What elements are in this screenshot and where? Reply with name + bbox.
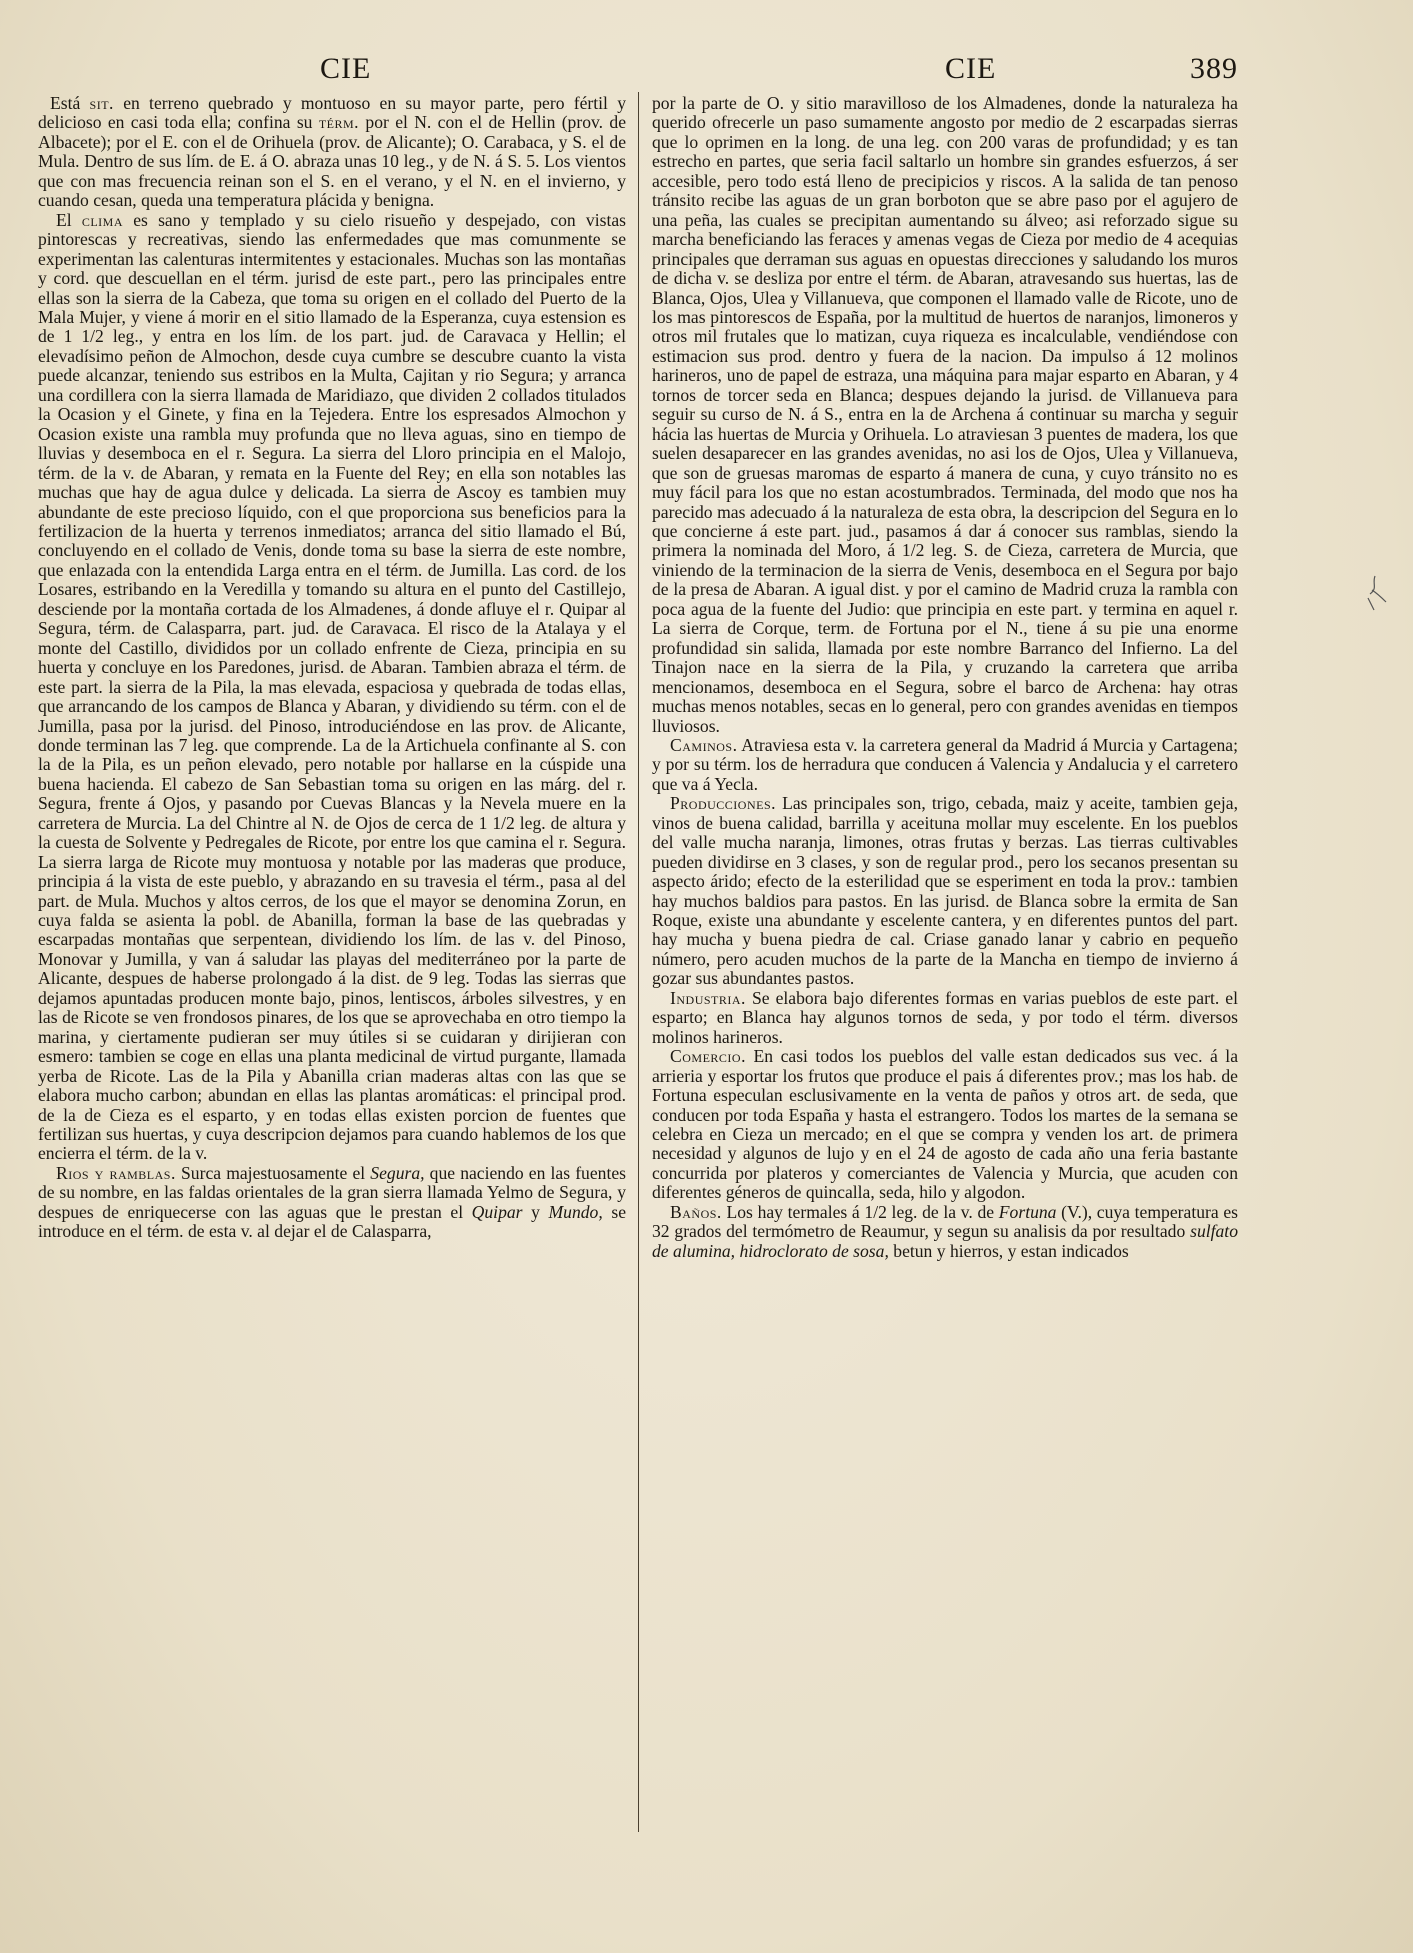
italic-term: Segura, [370,1162,425,1183]
text-run: Los hay termales á 1/2 leg. de la v. de [726,1201,995,1222]
text-run: que naciendo en las fuentes de su nombre, en las faldas orientales de la gran sierra llamada Yelmo de Segura, y despues de enriquecerse con las aguas que le prestan el [38,1162,626,1222]
running-header [40,52,1373,92]
paragraph-caminos [652,736,1238,794]
paragraph-rivers [38,1164,626,1242]
paragraph-rivers-continued: por la parte de O. y sitio maravilloso de los Almadenes, donde la naturaleza ha querido ofrecerle un paso sumamente angosto por medio de 2 escarpadas sierras que lo oprimen en la long. de una leg. con 200 varas de profundidad; y es tan estrecho en partes, que seria facil saltarlo un hombre sin grandes esfuerzos, á ser accesible, pero todo está lleno de precipicios y riscos. A la salida de tan penoso tránsito recibe las aguas de un gran borboton que se abre paso por el agujero de una peña, las cuales se precipitan aumentando su álveo; asi reforzado sigue su marcha beneficiando las feraces y amenas vegas de Cieza por medio de 4 acequias principales que derraman sus aguas en opuestas direcciones y saludando los muros de dicha v. se desliza por entre el térm. de Abaran, atravesando sus huertas, las de Blanca, Ojos, Ulea y Villanueva, que componen el llamado valle de Ricote, uno de los mas pintorescos de España, por la multitud de huertos de naranjos, limoneros y otros mil frutales que lo matizan, cuya riqueza es incalculable, vendiéndose con estimacion sus prod. dentro y fuera de la nacion. Da impulso á 12 molinos harineros, uno de papel de estraza, una máquina para majar esparto en Abaran, y 4 tornos de torcer seda en Blanca; despues dejando la jurisd. de Villanueva para seguir su curso de N. á S., entra en la de Archena á continuar su marcha y seguir hácia las huertas de Murcia y Orihuela. Lo atraviesan 3 puentes de madera, los que suelen desaparecer en las grandes avenidas, no asi los de Ojos, Ulea y Villanueva, que son de gruesas maromas de esparto á manera de cuna, y cuyo tránsito no es muy fácil para los que no estan acostumbrados. Terminada, del modo que nos ha parecido mas adecuado á la naturaleza de esta obra, la descripcion del Segura en lo que concierne á este part. jud., pasamos á dar á conocer sus ramblas, siendo la primera la nominada del Moro, á 1/2 leg. S. de Cieza, carretera de Murcia, que viniendo de la terminacion de la sierra de Venis, desemboca en el Segura por bajo de la presa de Abaran. A igual dist. y por el camino de Madrid cruza la rambla con poca agua de la fuente del Judio: que principia en este part. y termina en aquel r. La sierra de Corque, term. de Fortuna por el N., tiene á su pie una enorme profundidad sin salida, llamada por este nombre Barranco del Infierno. La del Tinajon nace en la sierra de la Pila, y cruzando la carretera que arriba mencionamos, desemboca en el Segura, sobre el barco de Archena: hay otras muchas menos notables, secas en lo general, pero con grandes avenidas en tiempos lluviosos. [652,93,1238,736]
text-run: en terreno quebrado y montuoso en su mayor parte, pero fértil y delicioso en casi toda ella; confina su [38,93,626,133]
section-marker-term: térm. [318,112,360,133]
text-run: Se elabora bajo diferentes formas en varias pueblos de este part. el esparto; en Blanca hay algunos tornos de seda, y por todo el térm. diversos molinos harineros. [652,987,1238,1047]
text-run: por el N. con el de Hellin (prov. de Albacete); por el E. con el de Orihuela (prov. de Alicante); O. Carabaca, y S. el de Mula. Dentro de sus lím. de E. á O. abraza unas 10 leg., y de N. á S. 5. Los vientos que con mas frecuencia reinan son el S. en el verano, y el N. en el invierno, y cuando cesan, queda una temperatura plácida y benigna. [38,112,627,211]
text-run: Está [50,93,81,113]
paragraph-situation [38,94,626,211]
section-heading-caminos: Caminos. [670,734,738,755]
right-column [652,94,1238,1261]
italic-term: Fortuna [998,1201,1057,1222]
text-run: Atraviesa esta v. la carretera general da Madrid á Murcia y Cartagena; y por su térm. los de herradura que conducen á Valencia y Andalucia y el carretero que va á Yecla. [652,734,1238,794]
paragraph-industria [652,989,1238,1047]
section-heading-comercio: Comercio. [670,1046,746,1067]
text-run: En casi todos los pueblos del valle estan dedicados sus vec. á la arrieria y esportar los frutos que produce el pais á diferentes prov.; mas los hab. de Fortuna especulan esclusivamente en la venta de paños y otros art. de seda, que conducen por toda España y hasta el estrangero. Todos los martes de la semana se celebra en Cieza un mercado; en el que se compra y venden los art. de primera necesidad y algunos de lujo y en el 24 de agosto de cada año una feria bastante concurrida por plateros y comerciantes de Valencia y Murcia, que acuden con diferentes géneros de quincalla, seda, hilo y algodon. [652,1046,1239,1203]
column-divider [638,92,639,1832]
section-marker-sit: sit. [89,93,114,113]
text-run: (V.), cuya temperatura es 32 grados del termómetro de Reaumur, y segun su analisis da por resultado [652,1201,1239,1242]
paragraph-climate [38,211,626,1164]
section-marker-clima: clima [81,209,124,230]
section-heading-banos: Baños. [670,1201,722,1222]
page-number: 389 [1190,52,1238,85]
paragraph-producciones [652,794,1238,989]
text-run: y [531,1201,540,1222]
italic-term: Mundo, [548,1201,603,1222]
text-run: betun y hierros, y estan indicados [893,1240,1129,1261]
header-left-title: CIE [320,52,372,85]
margin-pencil-mark [1360,572,1390,612]
paragraph-comercio [652,1047,1238,1203]
section-heading-industria: Industria. [670,987,746,1008]
text-run: se introduce en el térm. de esta v. al dejar el de Calasparra, [38,1201,626,1242]
italic-term: sulfato de alumina, hidroclorato de sosa, [652,1221,1238,1261]
header-center-title: CIE [945,52,997,85]
section-heading-rios: Rios y ramblas. [56,1162,176,1183]
paragraph-banos [652,1203,1238,1261]
text-run: es sano y templado y su cielo risueño y despejado, con vistas pintorescas y recreativas, siendo las enfermedades que mas comunmente se experimentan las calenturas intermitentes y estacionales. Muchas son las montañas y cord. que descuellan en el térm. jurisd de este part., pero las principales entre ellas son la sierra de la Cabeza, que toma su origen en el collado del Puerto de la Mala Mujer, y viene á morir en el sitio llamado de la Esperanza, cuya estension es de 1 1/2 leg., y entra en los lím. de los part. jud. de Caravaca y Hellin; el elevadísimo peñon de Almochon, desde cuya cumbre se descubre cuanto la vista puede alcanzar, teniendo sus estribos en la Multa, Cajitan y rio Segura; y arranca una cordillera con la sierra llamada de Maridiazo, que dividen 2 collados titulados la Ocasion y el Ginete, y fina en la Tejedera. Entre los espresados Almochon y Ocasion existe una rambla muy profunda que no lleva aguas, sino en tiempo de lluvias y desemboca en el r. Segura. La sierra del Lloro principia en el Malojo, térm. de la v. de Abaran, y remata en la Fuente del Rey; en ella son notables las muchas que hay de agua dulce y delicada. La sierra de Ascoy es tambien muy abundante de este precioso líquido, con el que proporciona sus beneficios para la fertilizacion de la huerta y terrenos inmediatos; arranca del sitio llamado el Bú, concluyendo en el collado de Venis, donde toma su base la sierra de este nombre, que enlazada con la entendida Larga entra en el térm. de Jumilla. Las cord. de los Losares, estribando en la Veredilla y tomando su altura en el punto del Castillejo, desciende por la montaña cortada de los Almadenes, á donde afluye el r. Quipar al Segura, térm. de Calasparra, part. jud. de Caravaca. El risco de la Atalaya y el monte del Castillo, divididos por un collado enfrente de Cieza, principia en su huerta y concluye en los Paredones, jurisd. de Abaran. Tambien abraza el térm. de este part. la sierra de la Pila, la mas elevada, espaciosa y quebrada de todas ellas, que arrancando de los campos de Blanca y Abaran, y dividiendo su térm. con el de Jumilla, pasa por la jurisd. del Pinoso, introduciéndose en las prov. de Alicante, donde terminan las 7 leg. que comprende. La de la Artichuela confinante al S. con la de la Pila, es un peñon elevado, pero notable por hallarse en la cúspide una buena hacienda. El cabezo de San Sebastian toma su origen en las márg. del r. Segura, frente á Ojos, y pasando por Cuevas Blancas y la Nevela muere en la carretera de Murcia. La del Chintre al N. de Ojos de cerca de 1 1/2 leg. de altura y la cuesta de Solvente y Pedregales de Ricote, por entre los que camina el r. Segura. La sierra larga de Ricote muy montuosa y notable por las maderas que produce, principia á la vista de este pueblo, y abrazando en su travesia el térm., pasa al del part. de Mula. Muchos y altos cerros, de los que el mayor se denomina Zorun, en cuya falda se asienta la pobl. de Abanilla, forman la base de las quebradas y escarpadas montañas que serpentean, dividiendo los lím. de las v. del Pinoso, Monovar y Jumilla, y van á saludar las playas del mediterráneo por la parte de Alicante, despues de haberse prolongado á la dist. de 9 leg. Todas las sierras que dejamos apuntadas producen monte bajo, pinos, lentiscos, árboles silvestres, y en las de Ricote se ven frondosos pinares, de los que se aprovechaba en otro tiempo la marina, y ciertamente pudieran ser muy útiles si se cuidaran y dirijieran con esmero: tambien se coge en ellas una planta medicinal de virtud purgante, llamada yerba de Ricote. Las de la Pila y Abanilla crian maderas altas con las que se elabora mucho carbon; abundan en ellas las plantas aromáticas: el principal prod. de la de Cieza es el esparto, y en todas ellas existen porcion de fuentes que fertilizan sus huertas, y cuya descripcion dejamos para cuando hablemos de los que encierra el térm. de la v. [38,209,626,1164]
text-run: Surca majestuosamente el [181,1162,366,1183]
left-column [38,94,626,1242]
text-run: Las principales son, trigo, cebada, maiz y aceite, tambien geja, vinos de buena calidad, barrilla y aceituna mollar muy escelente. En los pueblos del valle mucha naranja, limones, otras frutas y berzas. Las tierras cultivables pueden dividirse en 3 clases, y son de regular prod., pero los secanos presentan su aspecto árido; efecto de la esterilidad que se esperiment en toda la prov.: tambien hay muchos baldios para pastos. En las jurisd. de Blanca sobre la ermita de San Roque, existe una abundante y escelente cantera, y en diferentes puntos del part. hay mucha y buena piedra de cal. Criase ganado lanar y cabrio en pequeño número, pero acuden muchos de la parte de la Mancha en tiempo de invierno á gozar sus abundantes pastos. [652,793,1238,989]
italic-term: Quipar [471,1201,523,1222]
section-heading-producciones: Producciones. [670,793,777,814]
text-run: El [56,209,72,230]
